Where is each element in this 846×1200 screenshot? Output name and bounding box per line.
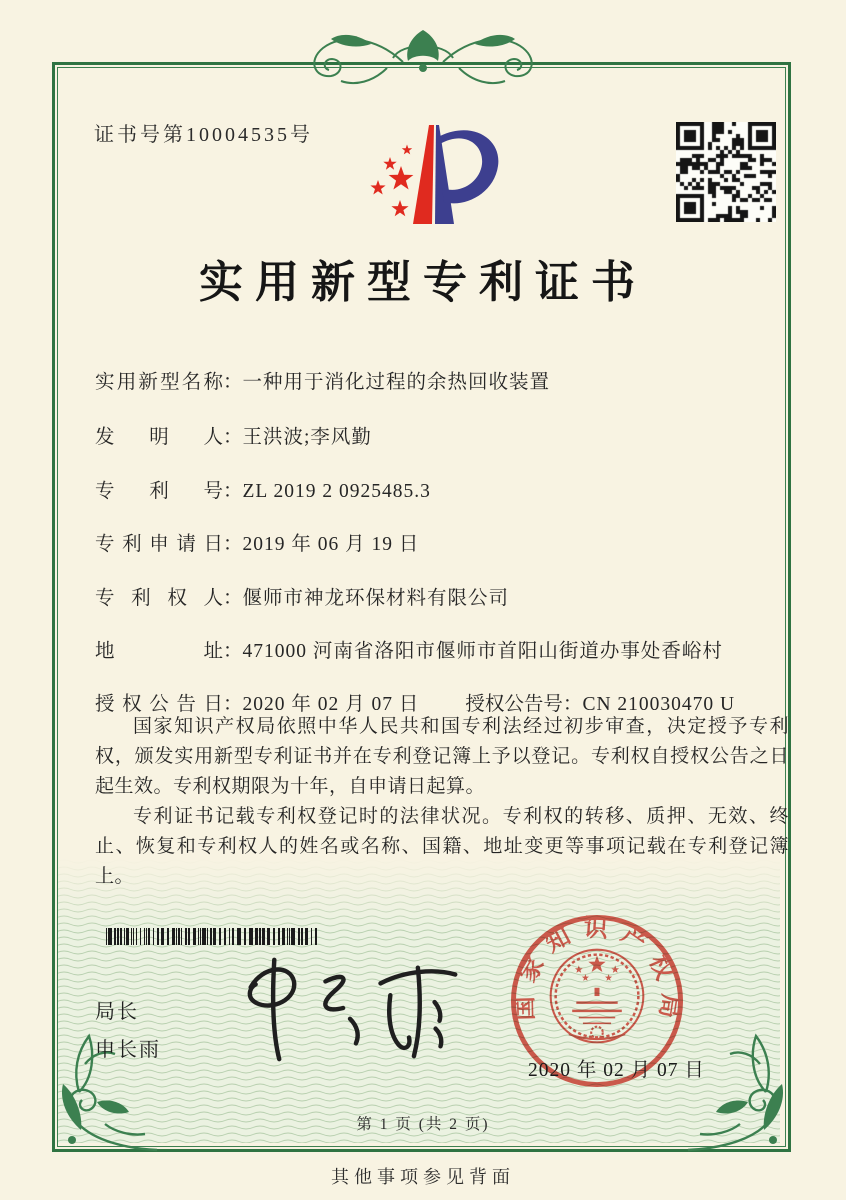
field-label: 授权公告日 (95, 694, 223, 715)
barcode (106, 928, 318, 945)
field-value: 偃师市神龙环保材料有限公司 (242, 588, 510, 609)
page-number: 第 1 页 (共 2 页) (356, 1116, 490, 1133)
field-row-inventor (95, 421, 372, 449)
field-row-filing-date (95, 528, 419, 556)
officer-name: 申长雨 (95, 1039, 161, 1061)
back-side-note: 其他事项参见背面 (331, 1167, 515, 1187)
field-label: 发明人 (95, 427, 223, 448)
field-row-patent-no (95, 475, 431, 503)
top-flourish-ornament (271, 16, 575, 104)
field-label: 专利号 (95, 481, 223, 502)
grant-number-value: CN 210030470 U (582, 694, 736, 715)
officer-title: 局长 (95, 1001, 139, 1023)
colon: ： (223, 427, 243, 448)
field-label: 专利权人 (95, 588, 223, 609)
field-label: 专利申请日 (95, 534, 223, 555)
field-value: 471000 河南省洛阳市偃师市首阳山街道办事处香峪村 (242, 641, 723, 662)
director-signature (233, 948, 469, 1066)
certificate-title: 实用新型专利证书 (199, 258, 647, 307)
field-value: 2020 年 02 月 07 日 (242, 694, 420, 715)
grant-number-label: 授权公告号 (465, 694, 563, 715)
colon: ： (562, 694, 583, 715)
field-row-name (95, 366, 550, 394)
field-value: 王洪波;李风勤 (242, 427, 372, 448)
colon: ： (223, 694, 243, 715)
field-value: 2019 年 06 月 19 日 (242, 534, 420, 555)
legal-paragraph-1: 国家知识产权局依照中华人民共和国专利法经过初步审查，决定授予专利权，颁发实用新型专利证书并在专利登记簿上予以登记。专利权自授权公告之日起生效。专利权期限为十年，自申请日起算。 (95, 716, 789, 797)
colon: ： (223, 372, 243, 393)
colon: ： (223, 534, 243, 555)
field-value: 一种用于消化过程的余热回收装置 (242, 372, 551, 393)
legal-paragraph-2: 专利证书记载专利权登记时的法律状况。专利权的转移、质押、无效、终止、恢复和专利权人的姓名或名称、国籍、地址变更等事项记载在专利登记簿上。 (95, 806, 789, 887)
certificate-number: 证书号第10004535号 (94, 124, 313, 146)
corner-ornament-right (684, 1028, 796, 1154)
colon: ： (223, 481, 243, 502)
field-label: 实用新型名称 (95, 372, 223, 393)
field-row-patentee (95, 582, 509, 610)
seal-agency-text: 国家知识产权局 (512, 915, 684, 1032)
field-label: 地址 (95, 641, 223, 662)
qr-code (676, 122, 776, 222)
field-value: ZL 2019 2 0925485.3 (242, 481, 431, 502)
seal-date: 2020 年 02 月 07 日 (528, 1060, 705, 1081)
svg-text:国家知识产权局 (511, 915, 684, 1032)
legal-text (95, 712, 789, 892)
cnipa-logo-icon (350, 112, 514, 240)
field-row-address (95, 635, 723, 663)
colon: ： (223, 588, 243, 609)
colon: ： (223, 641, 243, 662)
